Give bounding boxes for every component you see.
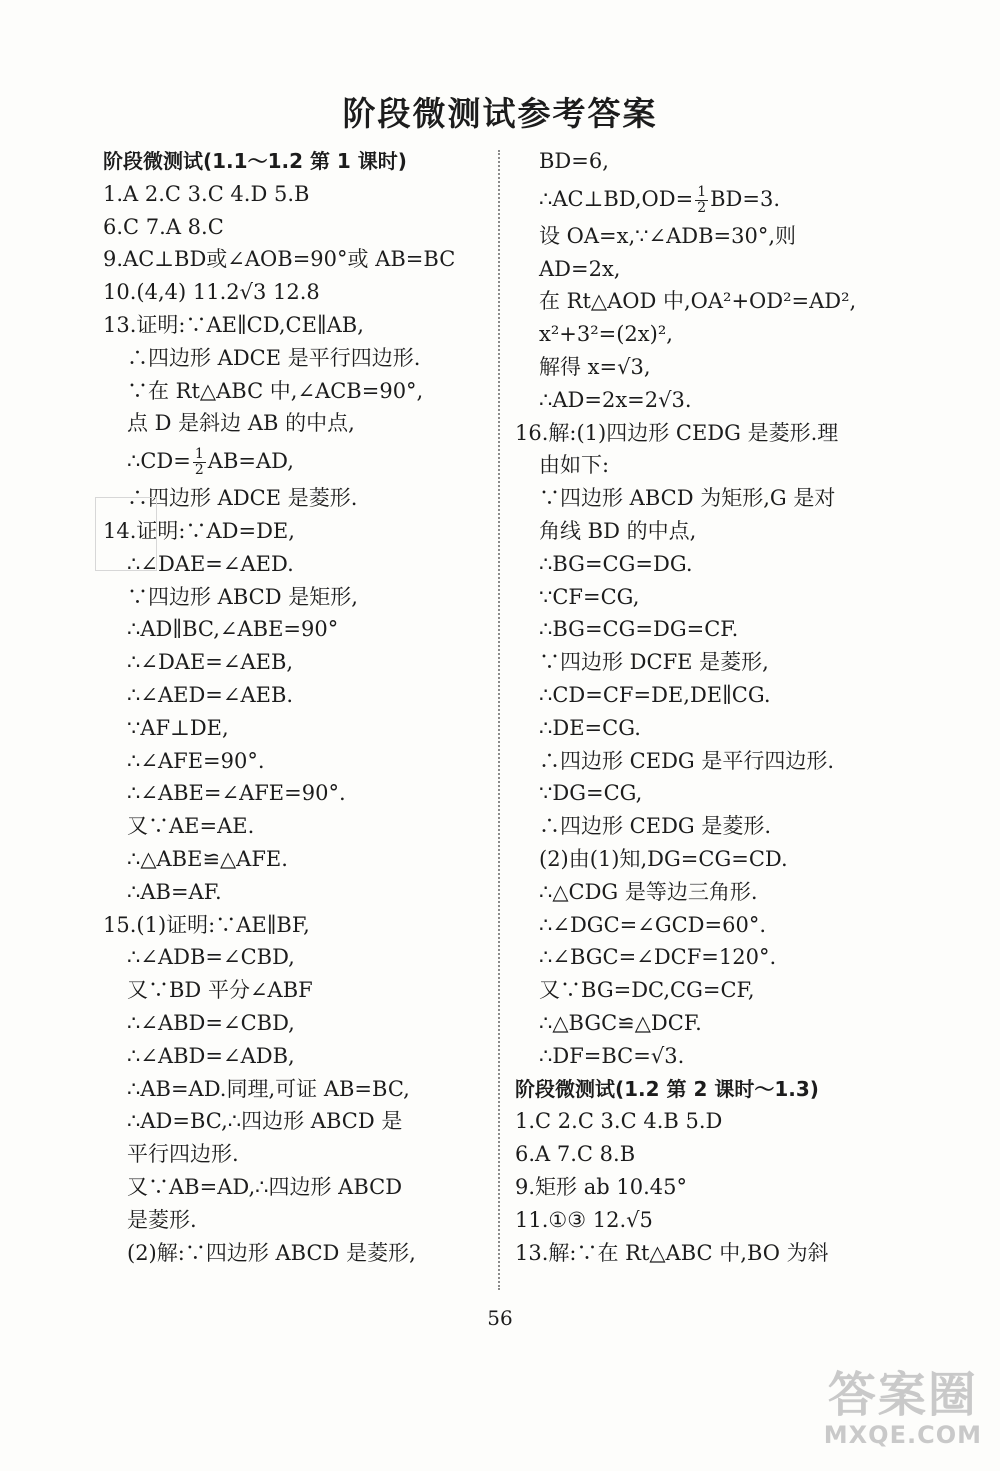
line-text: ∴AB=AD.同理,可证 AB=BC, xyxy=(127,1076,410,1101)
answer-line xyxy=(515,745,910,778)
answer-line xyxy=(515,1171,910,1204)
answer-column-left xyxy=(103,145,488,1269)
answer-line xyxy=(515,515,910,548)
section-heading xyxy=(515,1073,910,1106)
line-text: ∴CD=CF=DE,DE∥CG. xyxy=(539,682,771,707)
answer-line xyxy=(103,375,488,408)
line-text: AD=2x, xyxy=(539,256,621,281)
line-text: ∴CD= xyxy=(127,449,191,474)
line-text: ∴∠AED=∠AEB. xyxy=(127,682,294,707)
line-text: ∴∠BGC=∠DCF=120°. xyxy=(539,945,777,970)
line-text: ∴四边形 ADCE 是平行四边形. xyxy=(127,345,421,370)
answer-line xyxy=(103,974,488,1007)
line-text: (2)由(1)知,DG=CG=CD. xyxy=(539,846,788,871)
answer-line xyxy=(515,1237,910,1270)
line-text: ∴BG=CG=DG. xyxy=(539,551,693,576)
answer-line xyxy=(103,646,488,679)
answer-line xyxy=(515,1204,910,1237)
line-text: 又∵BG=DC,CG=CF, xyxy=(539,978,755,1003)
line-text: ∵四边形 ABCD 为矩形,G 是对 xyxy=(539,486,836,511)
line-text: 16.解:(1)四边形 CEDG 是菱形.理 xyxy=(515,420,839,445)
answer-line xyxy=(515,581,910,614)
answer-line xyxy=(103,440,488,482)
line-text: BD=6, xyxy=(539,149,609,173)
answer-line xyxy=(103,309,488,342)
answer-line xyxy=(103,745,488,778)
line-text: 15.(1)证明:∵AE∥BF, xyxy=(103,912,310,937)
answer-column-right xyxy=(515,145,910,1269)
answer-line xyxy=(515,482,910,515)
answer-line xyxy=(515,613,910,646)
answer-line xyxy=(103,515,488,548)
answer-line xyxy=(103,909,488,942)
answer-line xyxy=(103,679,488,712)
answer-line xyxy=(515,876,910,909)
answer-line xyxy=(103,1105,488,1138)
line-text: 6.C 7.A 8.C xyxy=(103,214,224,239)
line-text: 阶段微测试(1.2 第 2 课时～1.3) xyxy=(515,1076,819,1101)
fraction xyxy=(193,447,206,478)
answer-line xyxy=(103,1073,488,1106)
answer-line xyxy=(103,1204,488,1237)
line-text: ∵AF⊥DE, xyxy=(127,715,229,740)
line-text: ∴AB=AF. xyxy=(127,879,222,904)
watermark-url: MXQE.COM xyxy=(823,1421,982,1449)
answer-line xyxy=(103,1237,488,1270)
line-text: ∴DF=BC=√3. xyxy=(539,1043,685,1068)
line-text: (2)解:∵四边形 ABCD 是菱形, xyxy=(127,1240,416,1265)
line-text: ∴∠DGC=∠GCD=60°. xyxy=(539,912,767,937)
answer-line xyxy=(515,941,910,974)
line-text: ∴AC⊥BD,OD= xyxy=(539,186,694,211)
line-text: 14.证明:∵AD=DE, xyxy=(103,518,295,543)
line-text: ∴四边形 CEDG 是平行四边形. xyxy=(539,748,835,773)
line-text: ∴DE=CG. xyxy=(539,715,641,740)
line-text: 平行四边形. xyxy=(127,1142,239,1167)
line-text: 9.矩形 ab 10.45° xyxy=(515,1174,687,1199)
fraction-denominator: 2 xyxy=(697,199,707,216)
answer-line xyxy=(103,581,488,614)
line-text: ∴∠ABD=∠CBD, xyxy=(127,1010,295,1035)
answer-line xyxy=(515,384,910,417)
line-text: 是菱形. xyxy=(127,1207,197,1232)
answer-line xyxy=(515,974,910,1007)
answer-line xyxy=(515,548,910,581)
answer-line xyxy=(103,211,488,244)
section-heading xyxy=(103,145,488,178)
line-text: ∴∠DAE=∠AED. xyxy=(127,551,294,576)
line-text: 1.A 2.C 3.C 4.D 5.B xyxy=(103,181,310,206)
fraction-denominator: 2 xyxy=(194,462,204,479)
answer-line xyxy=(103,876,488,909)
column-divider xyxy=(498,150,500,1290)
line-text: ∴∠AFE=90°. xyxy=(127,748,265,773)
watermark-logo: 答案圈 xyxy=(827,1367,978,1423)
answer-line xyxy=(103,1040,488,1073)
answer-line xyxy=(103,843,488,876)
answer-line xyxy=(103,1138,488,1171)
answer-line xyxy=(515,1105,910,1138)
line-text: ∵四边形 DCFE 是菱形, xyxy=(539,650,769,675)
answer-line xyxy=(103,276,488,309)
line-text: 又∵BD 平分∠ABF xyxy=(127,978,313,1003)
answer-line xyxy=(515,909,910,942)
answer-line xyxy=(515,351,910,384)
page-title: 阶段微测试参考答案 xyxy=(342,94,658,133)
line-text: ∴AD∥BC,∠ABE=90° xyxy=(127,617,339,642)
answer-line xyxy=(515,712,910,745)
answer-line xyxy=(103,548,488,581)
line-text: 11.①③ 12.√5 xyxy=(515,1207,653,1232)
line-text: ∴四边形 CEDG 是菱形. xyxy=(539,814,772,839)
line-text-after: AB=AD, xyxy=(207,449,294,474)
line-text: ∴∠ABD=∠ADB, xyxy=(127,1043,295,1068)
answer-line xyxy=(515,318,910,351)
answer-line xyxy=(103,1007,488,1040)
line-text: 角线 BD 的中点, xyxy=(539,518,697,543)
answer-line xyxy=(515,1007,910,1040)
line-text-after: BD=3. xyxy=(710,186,781,211)
answer-line xyxy=(515,449,910,482)
answer-line xyxy=(103,613,488,646)
line-text: ∴∠DAE=∠AEB, xyxy=(127,650,294,675)
answer-line xyxy=(515,646,910,679)
line-text: 13.证明:∵AE∥CD,CE∥AB, xyxy=(103,312,364,337)
answer-line xyxy=(515,843,910,876)
answer-line xyxy=(515,417,910,450)
watermark xyxy=(824,1369,982,1449)
line-text: 13.解:∵在 Rt△ABC 中,BO 为斜 xyxy=(515,1240,829,1265)
answer-line xyxy=(103,178,488,211)
answer-line xyxy=(515,679,910,712)
line-text: 点 D 是斜边 AB 的中点, xyxy=(127,411,355,436)
answer-line xyxy=(103,777,488,810)
line-text: 10.(4,4) 11.2√3 12.8 xyxy=(103,280,320,305)
answer-line xyxy=(103,712,488,745)
page-number: 56 xyxy=(487,1306,513,1330)
line-text: 阶段微测试(1.1～1.2 第 1 课时) xyxy=(103,149,407,173)
line-text: 解得 x=√3, xyxy=(539,354,651,379)
line-text: ∵四边形 ABCD 是矩形, xyxy=(127,584,358,609)
line-text: ∴△BGC≌△DCF. xyxy=(539,1010,702,1035)
answer-line xyxy=(515,777,910,810)
answer-line xyxy=(515,220,910,253)
line-text: ∴四边形 ADCE 是菱形. xyxy=(127,486,358,511)
answer-line xyxy=(103,941,488,974)
line-text: ∴△CDG 是等边三角形. xyxy=(539,879,758,904)
answer-line xyxy=(515,178,910,220)
line-text: ∴BG=CG=DG=CF. xyxy=(539,617,739,642)
answer-line xyxy=(103,482,488,515)
answer-line xyxy=(515,145,910,178)
fraction-numerator: 1 xyxy=(194,446,204,463)
line-text: ∴AD=2x=2√3. xyxy=(539,387,692,412)
answer-line xyxy=(103,1171,488,1204)
line-text: 又∵AB=AD,∴四边形 ABCD xyxy=(127,1174,403,1199)
line-text: ∴∠ADB=∠CBD, xyxy=(127,945,295,970)
line-text: x²+3²=(2x)², xyxy=(539,322,673,347)
line-text: 设 OA=x,∵∠ADB=30°,则 xyxy=(539,223,797,248)
line-text: ∴△ABE≌△AFE. xyxy=(127,846,288,871)
line-text: ∵在 Rt△ABC 中,∠ACB=90°, xyxy=(127,378,424,403)
line-text: 在 Rt△AOD 中,OA²+OD²=AD², xyxy=(539,289,857,314)
fraction-numerator: 1 xyxy=(697,183,707,200)
answer-line xyxy=(103,342,488,375)
line-text: 又∵AE=AE. xyxy=(127,814,255,839)
answer-line xyxy=(515,810,910,843)
line-text: ∵CF=CG, xyxy=(539,584,640,609)
line-text: 6.A 7.C 8.B xyxy=(515,1142,636,1167)
faded-stamp-icon xyxy=(95,497,157,571)
line-text: ∵DG=CG, xyxy=(539,781,643,806)
answer-line xyxy=(515,285,910,318)
answer-line xyxy=(515,253,910,286)
answer-line xyxy=(103,407,488,440)
answer-line xyxy=(515,1040,910,1073)
line-text: 由如下: xyxy=(539,453,610,478)
line-text: ∴∠ABE=∠AFE=90°. xyxy=(127,781,346,806)
answer-line xyxy=(103,810,488,843)
answer-line xyxy=(103,243,488,276)
line-text: 1.C 2.C 3.C 4.B 5.D xyxy=(515,1109,723,1134)
line-text: ∴AD=BC,∴四边形 ABCD 是 xyxy=(127,1109,403,1134)
line-text: 9.AC⊥BD或∠AOB=90°或 AB=BC xyxy=(103,247,456,272)
answer-line xyxy=(515,1138,910,1171)
fraction xyxy=(695,185,708,216)
